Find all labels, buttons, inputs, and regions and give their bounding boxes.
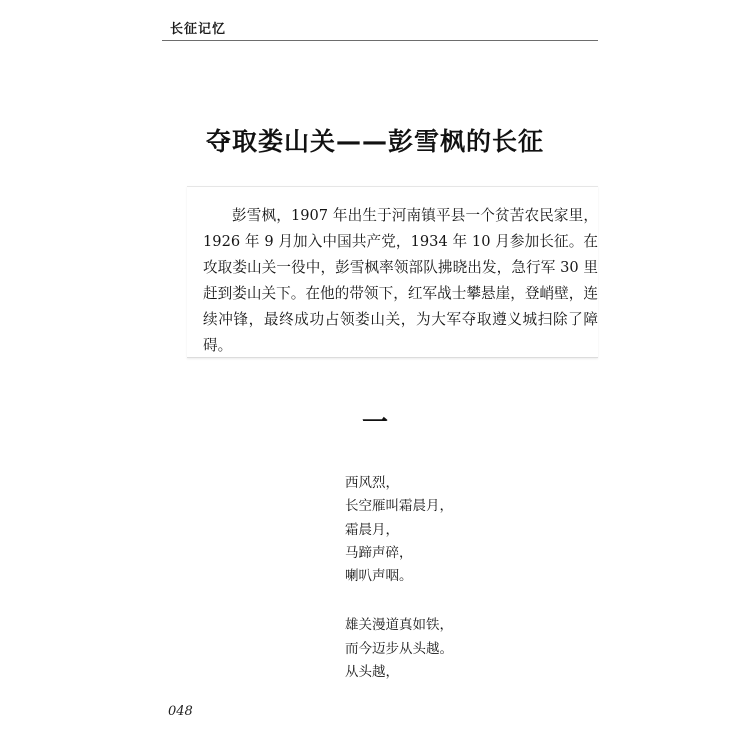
section-number: 一: [361, 408, 388, 438]
poem-line: 而今迈步从头越。: [345, 640, 453, 657]
header-rule: [162, 40, 598, 41]
running-head: 长征记忆: [170, 22, 227, 37]
poem-line: 喇叭声咽。: [345, 568, 413, 585]
poem-line: 西风烈，: [345, 475, 399, 491]
poem-line: 长空雁叫霜晨月，: [345, 498, 453, 515]
page-number: 048: [168, 704, 193, 719]
poem-line: 霜晨月，: [345, 521, 399, 538]
poem-line: 从头越，: [345, 664, 399, 681]
intro-box-top-rule: [187, 186, 598, 187]
poem-line: 马蹄声碎，: [345, 544, 413, 561]
chapter-title: 夺取娄山关——彭雪枫的长征: [205, 127, 544, 156]
poem: [345, 472, 565, 684]
intro-paragraph: 彭雪枫，1907 年出生于河南镇平县一个贫苦农民家里，1926 年 9 月加入中国共产党，1934 年 10 月参加长征。在攻取娄山关一役中，彭雪枫率领部队拂晓出发，急行军 30 里赶到娄山关下。在他的带领下，红军战士攀悬崖，登峭壁，连续冲锋，最终成功占领娄山关，为大军夺取遵义城扫除了障碍。: [203, 207, 598, 354]
stanza-break: [345, 588, 565, 614]
poem-line: 雄关漫道真如铁，: [345, 617, 453, 634]
